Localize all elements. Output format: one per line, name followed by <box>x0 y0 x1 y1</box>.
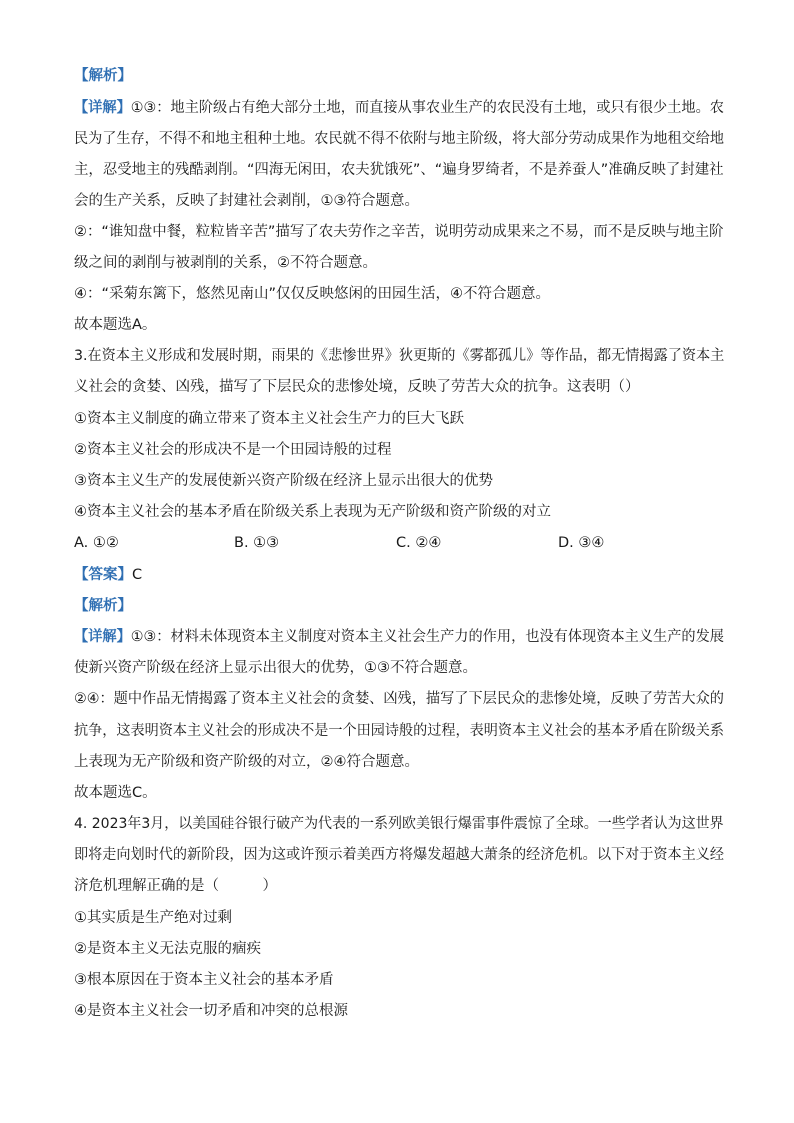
answer-label: 【答案】 <box>74 567 132 583</box>
q2-detail-line-7: ④：“采菊东篱下，悠然见南山”仅仅反映悠闲的田园生活，④不符合题意。 <box>74 286 551 302</box>
q3-stem-line-2: 义社会的贪婪、凶残，描写了下层民众的悲惨处境，反映了劳苦大众的抗争。这表明（） <box>74 379 640 395</box>
q3-detail-line-2: 使新兴资产阶级在经济上显示出很大的优势，①③不符合题意。 <box>74 660 477 676</box>
q3-detail-line-3: ②④：题中作品无情揭露了资本主义社会的贪婪、凶残，描写了下层民众的悲惨处境，反映了劳苦大众的 <box>74 691 724 707</box>
detail-label: 【详解】 <box>74 100 131 116</box>
q3-item-1: ①资本主义制度的确立带来了资本主义社会生产力的巨大飞跃 <box>74 411 464 427</box>
q4-item-4: ④是资本主义社会一切矛盾和冲突的总根源 <box>74 1003 348 1019</box>
q2-detail-line-6: 级之间的剥削与被剥削的关系，②不符合题意。 <box>74 255 377 271</box>
q3-item-3: ③资本主义生产的发展使新兴资产阶级在经济上显示出很大的优势 <box>74 473 493 489</box>
q3-item-2: ②资本主义社会的形成决不是一个田园诗般的过程 <box>74 442 392 458</box>
q3-item-4: ④资本主义社会的基本矛盾在阶级关系上表现为无产阶级和资产阶级的对立 <box>74 504 551 520</box>
q4-item-2: ②是资本主义无法克服的痼疾 <box>74 941 261 957</box>
q3-detail-line-1: 【详解】①③：材料未体现资本主义制度对资本主义社会生产力的作用，也没有体现资本主义生产的发展 <box>74 629 724 645</box>
q2-detail-line-5: ②：“谁知盘中餐，粒粒皆辛苦”描写了农夫劳作之辛苦，说明劳动成果来之不易，而不是反映与地主阶 <box>74 224 724 240</box>
q3-option-d: D. ③④ <box>558 535 605 551</box>
q2-conclusion: 故本题选A。 <box>74 317 157 333</box>
analysis-label: 【解析】 <box>74 68 132 84</box>
q4-stem-line-1: 4. 2023年3月，以美国硅谷银行破产为代表的一系列欧美银行爆雷事件震惊了全球。一些学者认为这世界 <box>74 816 724 832</box>
q3-option-a: A. ①② <box>74 535 119 551</box>
q3-detail-label: 【详解】 <box>74 629 131 645</box>
q3-detail-line-5: 上表现为无产阶级和资产阶级的对立，②④符合题意。 <box>74 754 419 770</box>
q3-answer-value: C <box>132 567 143 583</box>
q3-detail-line-4: 抗争，这表明资本主义社会的形成决不是一个田园诗般的过程，表明资本主义社会的基本矛盾在阶级关系 <box>74 723 724 739</box>
q2-detail-line-4: 会的生产关系，反映了封建社会剥削，①③符合题意。 <box>74 193 419 209</box>
q3-stem-line-1: 3.在资本主义形成和发展时期，雨果的《悲惨世界》狄更斯的《雾都孤儿》等作品，都无情揭露了资本主 <box>74 348 725 364</box>
q3-option-b: B. ①③ <box>234 535 280 551</box>
q2-detail-line-2: 民为了生存，不得不和地主租种土地。农民就不得不依附与地主阶级，将大部分劳动成果作为地租交给地 <box>74 131 724 147</box>
q4-item-3: ③根本原因在于资本主义社会的基本矛盾 <box>74 972 334 988</box>
q3-analysis-label: 【解析】 <box>74 598 132 614</box>
q4-stem-line-3: 济危机理解正确的是（ ） <box>74 878 277 894</box>
q3-conclusion: 故本题选C。 <box>74 785 157 801</box>
q4-item-1: ①其实质是生产绝对过剩 <box>74 910 232 926</box>
q3-option-c: C. ②④ <box>396 535 442 551</box>
q3-answer-line <box>74 565 724 585</box>
q2-detail-line-3: 主，忍受地主的残酷剥削。“四海无闲田，农夫犹饿死”、“遍身罗绮者，不是养蚕人”准确反映了封建社 <box>74 162 724 178</box>
q2-detail-line-1: 【详解】①③：地主阶级占有绝大部分土地，而直接从事农业生产的农民没有土地，或只有很少土地。农 <box>74 100 724 116</box>
q4-stem-line-2: 即将走向划时代的新阶段，因为这或许预示着美西方将爆发超越大萧条的经济危机。以下对于资本主义经 <box>74 847 724 863</box>
